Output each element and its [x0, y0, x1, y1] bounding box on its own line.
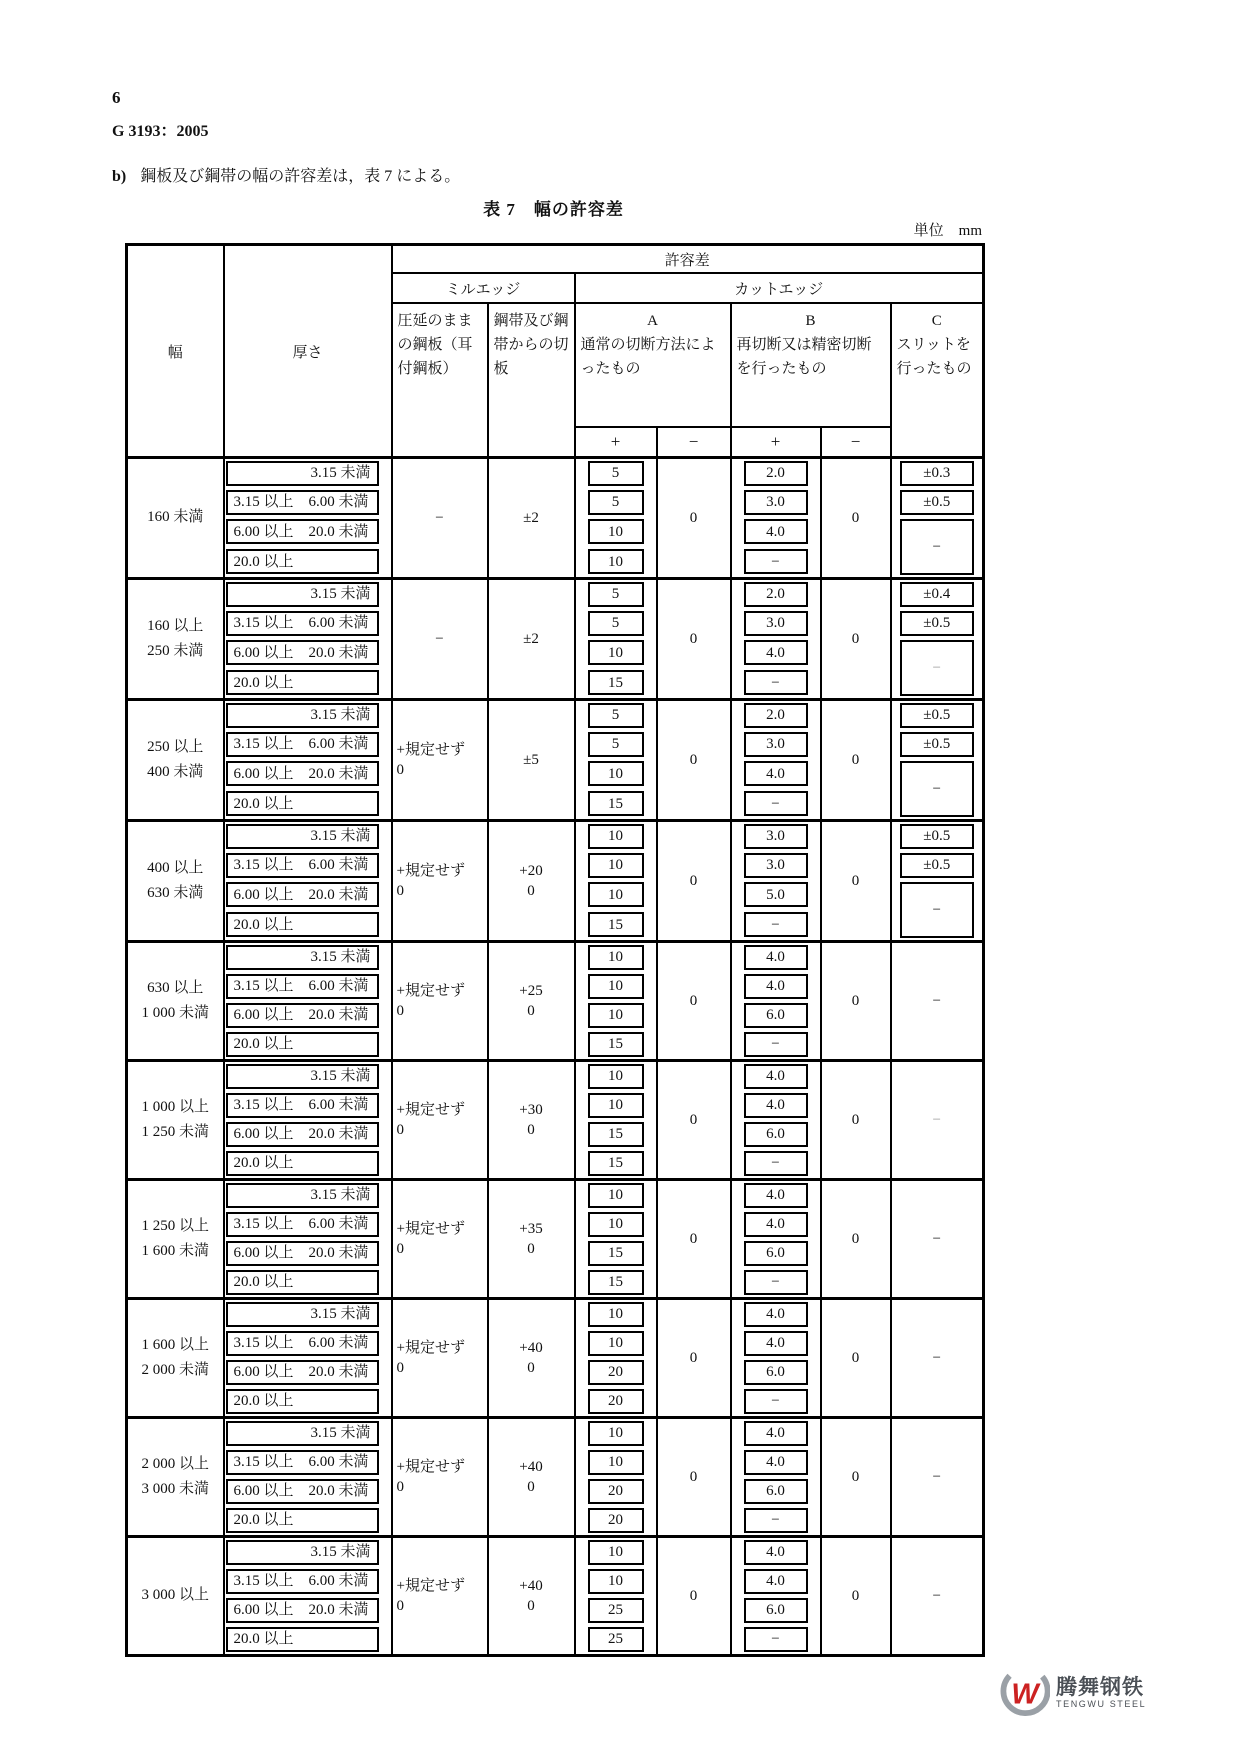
a-plus-cell: 10	[575, 517, 657, 547]
b-plus-cell: 4.0	[731, 1299, 821, 1330]
header-cut-b	[731, 303, 891, 427]
header-tolerance: 許容差	[392, 245, 984, 274]
c-slit-cell: −	[891, 759, 984, 821]
thickness-cell: 6.00 以上 20.0 未満	[224, 1596, 392, 1625]
b-plus-cell: 3.0	[731, 609, 821, 638]
b-minus-cell: 0	[821, 1418, 891, 1537]
thickness-cell: 3.15 以上 6.00 未満	[224, 1210, 392, 1239]
b-plus-cell: 4.0	[731, 1180, 821, 1211]
a-plus-cell: 10	[575, 1329, 657, 1358]
table-row	[127, 458, 984, 489]
b-plus-cell: 6.0	[731, 1001, 821, 1030]
b-plus-cell: 6.0	[731, 1477, 821, 1506]
b-minus-cell: 0	[821, 1180, 891, 1299]
b-plus-cell: −	[731, 1030, 821, 1061]
thickness-cell: 3.15 未満	[224, 1299, 392, 1330]
thickness-cell: 3.15 以上 6.00 未満	[224, 609, 392, 638]
header-a-plus-sign: +	[575, 427, 657, 458]
a-plus-cell: 25	[575, 1625, 657, 1656]
width-range-cell: 1 250 以上 1 600 未満	[127, 1180, 224, 1299]
a-plus-cell: 10	[575, 1567, 657, 1596]
mill-rolled-cell: +規定せず 0	[392, 942, 488, 1061]
thickness-cell: 3.15 未満	[224, 1418, 392, 1449]
width-range-cell: 1 600 以上 2 000 未満	[127, 1299, 224, 1418]
a-minus-cell: 0	[657, 1418, 731, 1537]
header-b-plus-sign: +	[731, 427, 821, 458]
header-cut-a	[575, 303, 731, 427]
table-row	[127, 1180, 984, 1211]
width-range-cell: 3 000 以上	[127, 1537, 224, 1656]
b-plus-cell: 3.0	[731, 730, 821, 759]
a-plus-cell: 5	[575, 700, 657, 731]
thickness-cell: 6.00 以上 20.0 未満	[224, 1239, 392, 1268]
thickness-cell: 20.0 以上	[224, 668, 392, 700]
b-plus-cell: 3.0	[731, 821, 821, 852]
b-plus-cell: 4.0	[731, 759, 821, 789]
thickness-cell: 3.15 未満	[224, 1537, 392, 1568]
strip-cut-cell: +35 0	[488, 1180, 575, 1299]
a-plus-cell: 15	[575, 910, 657, 942]
strip-cut-cell: ±2	[488, 579, 575, 700]
thickness-cell: 3.15 以上 6.00 未満	[224, 1091, 392, 1120]
thickness-cell: 20.0 以上	[224, 910, 392, 942]
c-slit-cell: ±0.5	[891, 700, 984, 731]
mill-rolled-cell: +規定せず 0	[392, 821, 488, 942]
b-plus-cell: 2.0	[731, 458, 821, 489]
strip-cut-cell: +30 0	[488, 1061, 575, 1180]
thickness-cell: 3.15 以上 6.00 未満	[224, 851, 392, 880]
b-plus-cell: −	[731, 547, 821, 579]
c-slit-cell: −	[891, 1537, 984, 1656]
mill-rolled-cell: +規定せず 0	[392, 1180, 488, 1299]
table-row	[127, 1299, 984, 1330]
c-slit-cell: −	[891, 1418, 984, 1537]
a-plus-cell: 10	[575, 1537, 657, 1568]
b-plus-cell: 6.0	[731, 1239, 821, 1268]
b-plus-cell: 4.0	[731, 1537, 821, 1568]
thickness-cell: 6.00 以上 20.0 未満	[224, 1358, 392, 1387]
table-body	[127, 458, 984, 1656]
thickness-cell: 6.00 以上 20.0 未満	[224, 1120, 392, 1149]
b-plus-cell: 2.0	[731, 579, 821, 610]
watermark-cn: 腾舞钢铁	[1056, 1675, 1144, 1699]
a-minus-cell: 0	[657, 821, 731, 942]
a-plus-cell: 15	[575, 1149, 657, 1180]
b-plus-cell: 6.0	[731, 1358, 821, 1387]
b-plus-cell: 4.0	[731, 942, 821, 973]
a-plus-cell: 5	[575, 579, 657, 610]
a-plus-cell: 5	[575, 488, 657, 517]
thickness-cell: 20.0 以上	[224, 1149, 392, 1180]
a-minus-cell: 0	[657, 1061, 731, 1180]
cut-b-desc: 再切断又は精密切断を行ったもの	[736, 337, 872, 377]
c-slit-cell: −	[891, 638, 984, 700]
a-plus-cell: 20	[575, 1358, 657, 1387]
cut-a-desc: 通常の切断方法によったもの	[580, 337, 716, 377]
thickness-cell: 20.0 以上	[224, 547, 392, 579]
c-slit-cell: −	[891, 1180, 984, 1299]
thickness-cell: 3.15 以上 6.00 未満	[224, 1448, 392, 1477]
b-plus-cell: 4.0	[731, 1061, 821, 1092]
a-minus-cell: 0	[657, 1180, 731, 1299]
c-slit-cell: ±0.5	[891, 488, 984, 517]
header-mill-edge: ミルエッジ	[392, 273, 575, 303]
mill-rolled-cell: +規定せず 0	[392, 1299, 488, 1418]
a-minus-cell: 0	[657, 1299, 731, 1418]
header-thickness: 厚さ	[224, 245, 392, 458]
tengwu-logo-icon	[1000, 1668, 1050, 1718]
strip-cut-cell: +20 0	[488, 821, 575, 942]
b-plus-cell: −	[731, 910, 821, 942]
width-range-cell: 250 以上 400 未満	[127, 700, 224, 821]
mill-rolled-cell: +規定せず 0	[392, 700, 488, 821]
b-minus-cell: 0	[821, 1299, 891, 1418]
c-slit-cell: −	[891, 517, 984, 579]
b-plus-cell: 5.0	[731, 880, 821, 910]
watermark-logo	[1000, 1668, 1146, 1718]
b-plus-cell: −	[731, 789, 821, 821]
c-slit-cell: ±0.5	[891, 851, 984, 880]
header-width: 幅	[127, 245, 224, 458]
c-slit-cell: −	[891, 942, 984, 1061]
thickness-cell: 20.0 以上	[224, 1625, 392, 1656]
b-plus-cell: 4.0	[731, 1567, 821, 1596]
a-minus-cell: 0	[657, 579, 731, 700]
thickness-cell: 3.15 未満	[224, 1061, 392, 1092]
strip-cut-cell: ±5	[488, 700, 575, 821]
b-plus-cell: −	[731, 1149, 821, 1180]
thickness-cell: 20.0 以上	[224, 1268, 392, 1299]
b-plus-cell: 4.0	[731, 1091, 821, 1120]
strip-cut-cell: ±2	[488, 458, 575, 579]
a-plus-cell: 15	[575, 789, 657, 821]
a-plus-cell: 10	[575, 972, 657, 1001]
table-row	[127, 942, 984, 973]
a-plus-cell: 15	[575, 668, 657, 700]
c-slit-cell: ±0.3	[891, 458, 984, 489]
table-row	[127, 1537, 984, 1568]
a-plus-cell: 10	[575, 1180, 657, 1211]
b-minus-cell: 0	[821, 579, 891, 700]
a-plus-cell: 10	[575, 1001, 657, 1030]
thickness-cell: 6.00 以上 20.0 未満	[224, 759, 392, 789]
standard-number: G 3193：2005	[112, 123, 209, 140]
header-b-minus-sign: −	[821, 427, 891, 458]
strip-cut-cell: +40 0	[488, 1418, 575, 1537]
table-title: 表 7 幅の許容差	[483, 200, 624, 219]
table-header	[127, 245, 984, 458]
intro-text: 鋼板及び鋼帯の幅の許容差は，表 7 による。	[140, 168, 461, 185]
thickness-cell: 3.15 以上 6.00 未満	[224, 730, 392, 759]
cut-c-desc: スリットを行ったもの	[896, 337, 972, 377]
table-row	[127, 1061, 984, 1092]
c-slit-cell: −	[891, 1061, 984, 1180]
b-plus-cell: 4.0	[731, 638, 821, 668]
a-plus-cell: 10	[575, 1299, 657, 1330]
strip-cut-cell: +25 0	[488, 942, 575, 1061]
page-number: 6	[112, 88, 121, 107]
b-plus-cell: 3.0	[731, 851, 821, 880]
thickness-cell: 20.0 以上	[224, 789, 392, 821]
b-plus-cell: 4.0	[731, 1418, 821, 1449]
table-row	[127, 1418, 984, 1449]
a-plus-cell: 10	[575, 1091, 657, 1120]
cut-c-label: C	[931, 313, 942, 329]
a-plus-cell: 5	[575, 730, 657, 759]
a-plus-cell: 10	[575, 1418, 657, 1449]
a-plus-cell: 10	[575, 942, 657, 973]
thickness-cell: 20.0 以上	[224, 1030, 392, 1061]
a-plus-cell: 15	[575, 1239, 657, 1268]
c-slit-cell: ±0.5	[891, 730, 984, 759]
a-plus-cell: 10	[575, 638, 657, 668]
a-plus-cell: 10	[575, 1061, 657, 1092]
b-plus-cell: −	[731, 1625, 821, 1656]
b-plus-cell: 2.0	[731, 700, 821, 731]
c-slit-cell: −	[891, 880, 984, 942]
unit-label: 単位 mm	[913, 223, 982, 239]
header-a-minus-sign: −	[657, 427, 731, 458]
intro-item-label: b)	[112, 168, 127, 185]
a-plus-cell: 20	[575, 1506, 657, 1537]
header-strip-cut: 鋼帯及び鋼帯からの切板	[488, 303, 575, 458]
table-row	[127, 700, 984, 731]
a-plus-cell: 20	[575, 1477, 657, 1506]
width-range-cell: 400 以上 630 未満	[127, 821, 224, 942]
thickness-cell: 3.15 以上 6.00 未満	[224, 1567, 392, 1596]
a-plus-cell: 15	[575, 1030, 657, 1061]
thickness-cell: 3.15 以上 6.00 未満	[224, 488, 392, 517]
a-plus-cell: 15	[575, 1120, 657, 1149]
b-plus-cell: −	[731, 1387, 821, 1418]
header-cut-edge: カットエッジ	[575, 273, 984, 303]
a-plus-cell: 20	[575, 1387, 657, 1418]
thickness-cell: 6.00 以上 20.0 未満	[224, 1477, 392, 1506]
c-slit-cell: ±0.5	[891, 609, 984, 638]
a-plus-cell: 10	[575, 821, 657, 852]
thickness-cell: 6.00 以上 20.0 未満	[224, 880, 392, 910]
strip-cut-cell: +40 0	[488, 1299, 575, 1418]
thickness-cell: 3.15 未満	[224, 700, 392, 731]
a-plus-cell: 5	[575, 609, 657, 638]
a-plus-cell: 15	[575, 1268, 657, 1299]
a-plus-cell: 10	[575, 880, 657, 910]
strip-cut-cell: +40 0	[488, 1537, 575, 1656]
b-minus-cell: 0	[821, 700, 891, 821]
width-range-cell: 630 以上 1 000 未満	[127, 942, 224, 1061]
cut-b-label: B	[805, 313, 816, 329]
b-plus-cell: −	[731, 1268, 821, 1299]
b-plus-cell: 4.0	[731, 1210, 821, 1239]
c-slit-cell: ±0.4	[891, 579, 984, 610]
width-range-cell: 160 未満	[127, 458, 224, 579]
mill-rolled-cell: −	[392, 579, 488, 700]
b-plus-cell: 3.0	[731, 488, 821, 517]
mill-rolled-cell: +規定せず 0	[392, 1418, 488, 1537]
a-minus-cell: 0	[657, 700, 731, 821]
b-minus-cell: 0	[821, 942, 891, 1061]
b-plus-cell: −	[731, 668, 821, 700]
b-minus-cell: 0	[821, 458, 891, 579]
table-row	[127, 821, 984, 852]
thickness-cell: 3.15 未満	[224, 458, 392, 489]
cut-a-label: A	[647, 313, 658, 329]
mill-rolled-cell: +規定せず 0	[392, 1537, 488, 1656]
a-plus-cell: 10	[575, 851, 657, 880]
thickness-cell: 3.15 未満	[224, 1180, 392, 1211]
thickness-cell: 20.0 以上	[224, 1506, 392, 1537]
a-plus-cell: 5	[575, 458, 657, 489]
watermark-text	[1056, 1677, 1146, 1709]
b-plus-cell: 6.0	[731, 1596, 821, 1625]
thickness-cell: 6.00 以上 20.0 未満	[224, 1001, 392, 1030]
thickness-cell: 6.00 以上 20.0 未満	[224, 517, 392, 547]
thickness-cell: 3.15 未満	[224, 821, 392, 852]
b-minus-cell: 0	[821, 1061, 891, 1180]
thickness-cell: 6.00 以上 20.0 未満	[224, 638, 392, 668]
width-range-cell: 2 000 以上 3 000 未満	[127, 1418, 224, 1537]
mill-rolled-cell: −	[392, 458, 488, 579]
a-plus-cell: 10	[575, 547, 657, 579]
watermark-en: TENGWU STEEL	[1056, 1699, 1147, 1710]
width-range-cell: 1 000 以上 1 250 未満	[127, 1061, 224, 1180]
tolerance-table	[125, 243, 985, 1657]
b-minus-cell: 0	[821, 821, 891, 942]
header-rolled-plate: 圧延のままの鋼板（耳付鋼板）	[392, 303, 488, 458]
b-minus-cell: 0	[821, 1537, 891, 1656]
thickness-cell: 3.15 以上 6.00 未満	[224, 1329, 392, 1358]
a-plus-cell: 10	[575, 1210, 657, 1239]
b-plus-cell: 4.0	[731, 1329, 821, 1358]
a-minus-cell: 0	[657, 942, 731, 1061]
table-row	[127, 579, 984, 610]
b-plus-cell: 6.0	[731, 1120, 821, 1149]
thickness-cell: 3.15 未満	[224, 579, 392, 610]
thickness-cell: 3.15 以上 6.00 未満	[224, 972, 392, 1001]
thickness-cell: 3.15 未満	[224, 942, 392, 973]
b-plus-cell: 4.0	[731, 972, 821, 1001]
b-plus-cell: 4.0	[731, 1448, 821, 1477]
a-plus-cell: 10	[575, 1448, 657, 1477]
width-range-cell: 160 以上 250 未満	[127, 579, 224, 700]
mill-rolled-cell: +規定せず 0	[392, 1061, 488, 1180]
thickness-cell: 20.0 以上	[224, 1387, 392, 1418]
intro-paragraph	[112, 163, 460, 186]
a-minus-cell: 0	[657, 1537, 731, 1656]
b-plus-cell: 4.0	[731, 517, 821, 547]
b-plus-cell: −	[731, 1506, 821, 1537]
c-slit-cell: −	[891, 1299, 984, 1418]
a-minus-cell: 0	[657, 458, 731, 579]
a-plus-cell: 25	[575, 1596, 657, 1625]
header-cut-c	[891, 303, 984, 458]
header-row-1	[127, 245, 984, 274]
c-slit-cell: ±0.5	[891, 821, 984, 852]
a-plus-cell: 10	[575, 759, 657, 789]
svg-text:W: W	[1011, 1678, 1039, 1711]
